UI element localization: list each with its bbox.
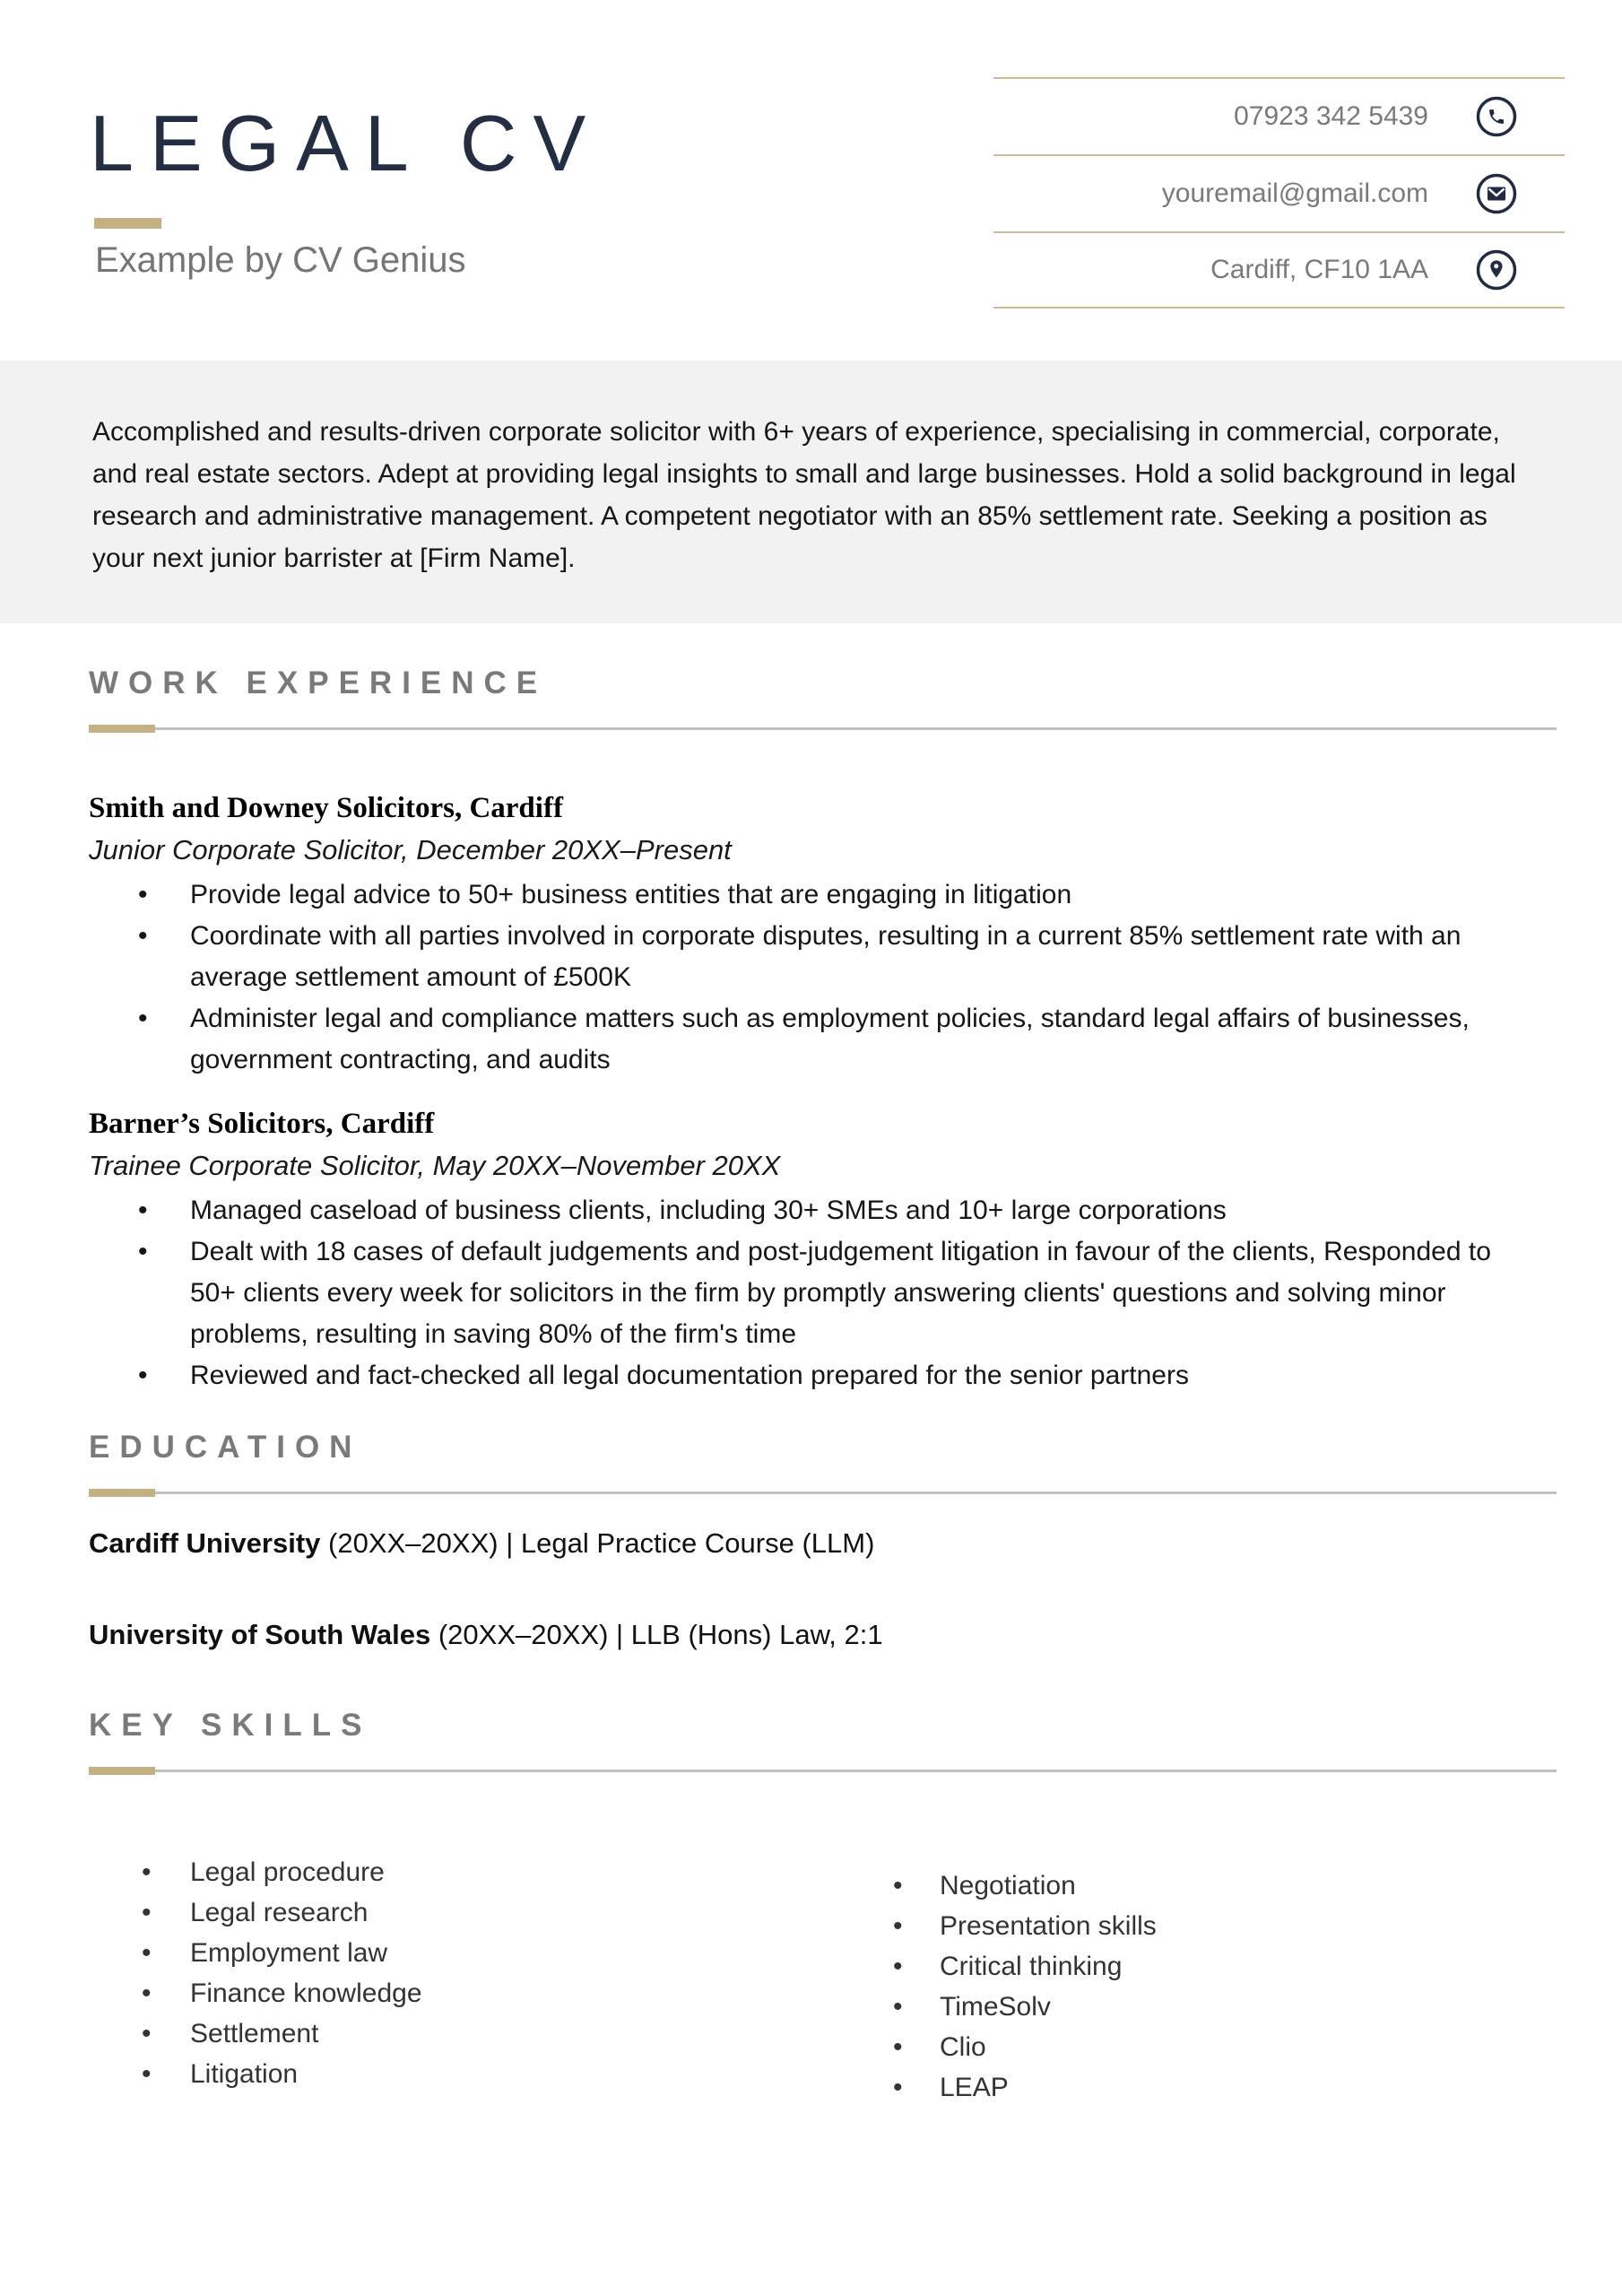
education-school: University of South Wales: [89, 1619, 431, 1650]
section-heading-education: EDUCATION: [89, 1430, 362, 1465]
job-company: Barner’s Solicitors, Cardiff: [89, 1108, 435, 1140]
rule-gold-segment: [89, 1767, 155, 1775]
rule-gray-line: [155, 727, 1557, 730]
skill-item: • LEAP: [893, 2067, 1157, 2108]
summary-band: [0, 361, 1622, 623]
skill-item: • Negotiation: [893, 1866, 1157, 1906]
section-rule: [89, 1767, 1557, 1775]
title-gold-accent-bar: [94, 218, 161, 229]
job-company: Smith and Downey Solicitors, Cardiff: [89, 792, 563, 824]
job-bullet: • Coordinate with all parties involved in corporate disputes, resulting in a current 85% settlement rate with an average settlement amount of £500K: [89, 916, 1557, 998]
job-role-dates: Trainee Corporate Solicitor, May 20XX–November 20XX: [89, 1150, 781, 1181]
phone-number: 07923 342 5439: [1234, 101, 1428, 131]
skill-item: • Finance knowledge: [142, 1973, 893, 2013]
contact-row-location: [993, 231, 1565, 309]
professional-summary: Accomplished and results-driven corporate solicitor with 6+ years of experience, specialising in commercial, corporate, and real estate sectors. Adept at providing legal insights to small and large businesses. Hold a solid background in legal research and administrative management. A competent negotiator with an 85% settlement rate. Seeking a position as your next junior barrister at [Firm Name].: [92, 417, 1516, 573]
rule-gray-line: [155, 1492, 1557, 1494]
job-role-dates: Junior Corporate Solicitor, December 20XX–Present: [89, 834, 732, 865]
contact-row-email: [993, 154, 1565, 231]
page-subtitle: Example by CV Genius: [95, 240, 466, 280]
education-entry: [89, 1617, 1557, 1653]
rule-gold-segment: [89, 1489, 155, 1497]
rule-gray-line: [155, 1770, 1557, 1772]
job-bullet-list: [89, 1190, 1557, 1396]
education-details: (20XX–20XX) | LLB (Hons) Law, 2:1: [430, 1619, 883, 1650]
skill-item: • Presentation skills: [893, 1906, 1157, 1946]
skills-list-left: [89, 1852, 893, 2108]
job-entry: [89, 790, 1557, 1081]
main-column: [89, 665, 1557, 2108]
section-rule: [89, 725, 1557, 733]
skill-item: • TimeSolv: [893, 1987, 1157, 2027]
skill-item: • Clio: [893, 2027, 1157, 2067]
section-rule: [89, 1489, 1557, 1497]
education-entry: [89, 1526, 1557, 1561]
education-school: Cardiff University: [89, 1527, 321, 1559]
skills-columns: [89, 1852, 1557, 2108]
skill-item: • Legal research: [142, 1892, 893, 1933]
skill-item: • Legal procedure: [142, 1852, 893, 1892]
skill-item: • Critical thinking: [893, 1946, 1157, 1987]
section-heading-key-skills: KEY SKILLS: [89, 1708, 372, 1743]
rule-gold-segment: [89, 725, 155, 733]
job-entry: [89, 1106, 1557, 1396]
job-bullet: • Provide legal advice to 50+ business entities that are engaging in litigation: [89, 874, 1557, 916]
job-bullet: • Reviewed and fact-checked all legal documentation prepared for the senior partners: [89, 1355, 1557, 1396]
skill-item: • Litigation: [142, 2054, 893, 2094]
contact-block: [993, 77, 1565, 309]
page-title: LEGAL CV: [90, 99, 603, 187]
job-bullet-list: [89, 874, 1557, 1081]
job-bullet: • Managed caseload of business clients, including 30+ SMEs and 10+ large corporations: [89, 1190, 1557, 1231]
contact-row-phone: [993, 77, 1565, 154]
mail-icon: [1475, 172, 1518, 215]
skills-list-right: [893, 1866, 1157, 2108]
location-text: Cardiff, CF10 1AA: [1210, 255, 1428, 284]
location-pin-icon: [1475, 248, 1518, 291]
phone-icon: [1475, 95, 1518, 138]
skill-item: • Settlement: [142, 2013, 893, 2054]
job-bullet: • Dealt with 18 cases of default judgements and post-judgement litigation in favour of the clients, Responded to 50+ clients every week for solicitors in the firm by promptly answering clients' questions and solving minor problems, resulting in saving 80% of the firm's time: [89, 1231, 1557, 1355]
section-heading-work-experience: WORK EXPERIENCE: [89, 665, 548, 700]
job-bullet: • Administer legal and compliance matters such as employment policies, standard legal affairs of businesses, government contracting, and audits: [89, 998, 1557, 1081]
skill-item: • Employment law: [142, 1933, 893, 1973]
education-details: (20XX–20XX) | Legal Practice Course (LLM): [320, 1527, 875, 1559]
email-address: youremail@gmail.com: [1161, 178, 1428, 208]
